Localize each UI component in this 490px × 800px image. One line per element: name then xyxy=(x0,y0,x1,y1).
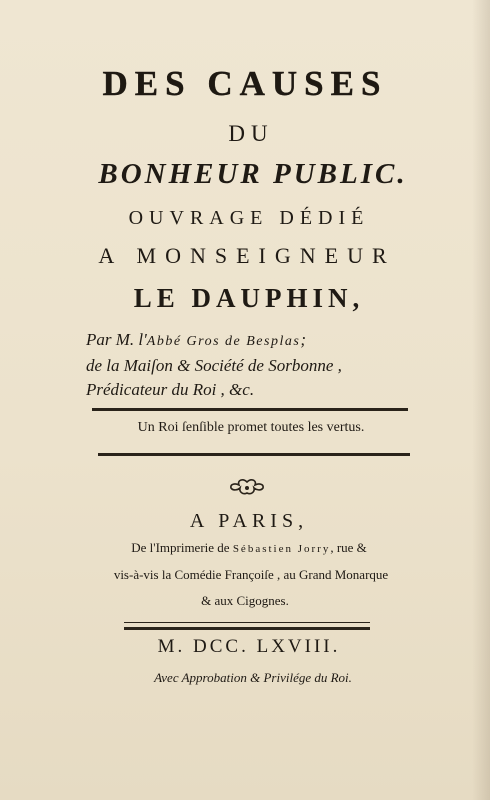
author-suffix: ; xyxy=(300,330,306,349)
author-name: Abbé Gros de Besplas xyxy=(146,334,301,349)
author-line-2: de la Maiſon & Société de Sorbonne , xyxy=(86,356,342,375)
fleuron-icon xyxy=(227,478,267,498)
printer-prefix: De l'Imprimerie de xyxy=(131,540,233,555)
subtitle-line-3: LE DAUPHIN, xyxy=(133,283,365,313)
printer-suffix: , rue & xyxy=(330,540,367,555)
author-prefix: Par M. l' xyxy=(86,330,147,349)
printer-line-2: vis-à-vis la Comédie Françoiſe , au Grand Monarque xyxy=(113,567,389,582)
author-line-1 xyxy=(86,330,446,350)
printer-line-3: & aux Cigognes. xyxy=(201,593,289,608)
title-line-3: BONHEUR PUBLIC. xyxy=(98,158,408,190)
rule-middle xyxy=(98,453,410,456)
rule-top xyxy=(92,408,408,411)
epigraph: Un Roi ſenſible promet toutes les vertus. xyxy=(137,420,365,435)
privilege-notice: Avec Approbation & Privilége du Roi. xyxy=(154,670,352,685)
publication-date: M. DCC. LXVIII. xyxy=(157,636,341,657)
author-line-3: Prédicateur du Roi , &c. xyxy=(86,380,255,399)
subtitle-line-2: A MONSEIGNEUR xyxy=(98,243,396,268)
title-line-1: DES CAUSES xyxy=(102,64,388,103)
printer-line-1 xyxy=(4,540,490,556)
printer-name: Sébastien Jorry xyxy=(232,543,331,555)
subtitle-line-1: OUVRAGE DÉDIÉ xyxy=(128,207,370,229)
title-line-2: DU xyxy=(228,121,274,146)
place-of-publication: A PARIS, xyxy=(189,510,309,532)
rule-bottom-upper xyxy=(124,622,370,623)
rule-bottom-lower xyxy=(124,627,370,630)
